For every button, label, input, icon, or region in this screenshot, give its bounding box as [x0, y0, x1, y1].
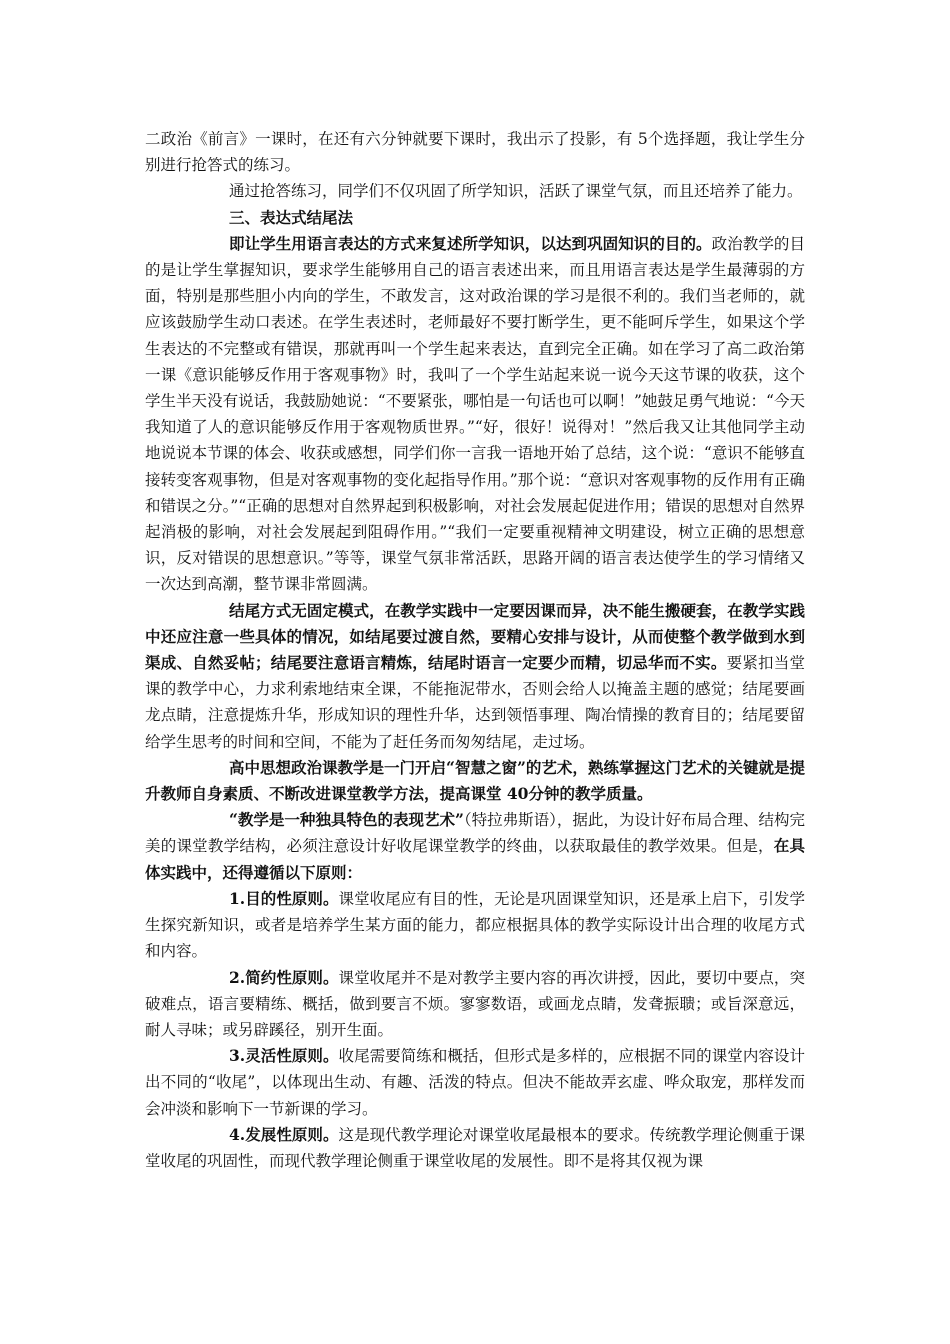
- principle-text: 这是现代教学理论对课堂收尾最根本的要求。传统教学理论侧重于课堂收尾的巩固性，而现代教学理论侧重于课堂收尾的发展性。即不是将其仅视为课: [145, 1125, 805, 1170]
- paragraph-text: 政治教学的目的是让学生掌握知识，要求学生能够用自己的语言表述出来，而且用语言表达是学生最薄弱的方面，特别是那些胆小内向的学生，不敢发言，这对政治课的学习是很不利的。我们当老师的，就应该鼓励学生动口表述。在学生表述时，老师最好不要打断学生，更不能呵斥学生，如果这个学生表达的不完整或有错误，那就再叫一个学生起来表达，直到完全正确。如在学习了高二政治第一课《意识能够反作用于客观事物》时，我叫了一个学生站起来说一说今天这节课的收获，这个学生半天没有说话，我鼓励她说：“不要紧张，哪怕是一句话也可以啊！”她鼓足勇气地说：“今天我知道了人的意识能够反作用于客观物质世界。”“好，很好！说得对！”然后我又让其他同学主动地说说本节课的体会、收获或感想，同学们你一言我一语地开始了总结，这个说：“意识不能够直接转变客观事物，但是对客观事物的变化起指导作用。”那个说：“意识对客观事物的反作用有正确和错误之分。”“正确的思想对自然界起到积极影响，对社会发展起促进作用；错误的思想对自然界起消极的影响，对社会发展起到阻碍作用。”“我们一定要重视精神文明建设，树立正确的思想意识，反对错误的思想意识。”等等，课堂气氛非常活跃，思路开阔的语言表达使学生的学习情绪又一次达到高潮，整节课非常圆满。: [145, 234, 805, 594]
- bold-tail: 在具体实践中，还得遵循以下原则：: [145, 836, 805, 882]
- paragraph-text: 要紧扣当堂课的教学中心，力求利索地结束全课，不能拖泥带水，否则会给人以掩盖主题的感觉；结尾要画龙点睛，注意提炼升华，形成知识的理性升华，达到领悟事理、陶冶情操的教育目的；结尾要留给学生思考的时间和空间，不能为了赶任务而匆匆结尾，走过场。: [145, 654, 805, 751]
- paragraph-text: 二政治《前言》一课时，在还有六分钟就要下课时，我出示了投影，有 5个选择题，我让学生分别进行抢答式的练习。: [145, 130, 805, 175]
- principle-text: 课堂收尾应有目的性，无论是巩固课堂知识，还是承上启下，引发学生探究新知识，或者是培养学生某方面的能力，都应根据具体的教学实际设计出合理的收尾方式和内容。: [145, 889, 805, 961]
- principle-text: 课堂收尾并不是对教学主要内容的再次讲授，因此，要切中要点，突破难点，语言要精练、概括，做到要言不烦。寥寥数语，或画龙点睛，发聋振聩；或旨深意远，耐人寻味；或另辟蹊径，别开生面。: [145, 968, 805, 1039]
- principle-title: 1.目的性原则。: [229, 888, 339, 908]
- principle-3: [145, 1043, 805, 1122]
- principle-2: [145, 965, 805, 1044]
- paragraph-1: [145, 126, 805, 178]
- principle-text: 收尾需要简练和概括，但形式是多样的，应根据不同的课堂内容设计出不同的“收尾”，以体现出生动、有趣、活泼的特点。但决不能故弄玄虚、哗众取宠，那样发而会冲淡和影响下一节新课的学习。: [145, 1047, 805, 1118]
- document-page: [145, 126, 805, 1174]
- paragraph-5: [145, 598, 805, 755]
- bold-lead: 结尾方式无固定模式，在教学实践中一定要因课而异，决不能生搬硬套，在教学实践中还应注意一些具体的情况，如结尾要过渡自然，要精心安排与设计，从而使整个教学做到水到渠成、自然妥帖；结尾要注意语言精炼，结尾时语言一定要少而精，切忌华而不实。: [145, 600, 805, 673]
- principle-1: [145, 886, 805, 965]
- paragraph-text: （特拉弗斯语），据此，为设计好布局合理、结构完美的课堂教学结构，必须注意设计好收尾课堂教学的终曲，以获取最佳的教学效果。但是，: [145, 811, 805, 856]
- principle-4: [145, 1122, 805, 1174]
- bold-quote: “教学是一种独具特色的表现艺术”: [229, 810, 464, 830]
- paragraph-7: [145, 807, 805, 886]
- principle-title: 3.灵活性原则。: [229, 1046, 339, 1066]
- paragraph-2: [145, 178, 805, 204]
- principle-title: 2.简约性原则。: [229, 967, 339, 987]
- paragraph-6: 高中思想政治课教学是一门开启“智慧之窗”的艺术，熟练掌握这门艺术的关键就是提升教师自身素质、不断改进课堂教学方法，提高课堂 40分钟的教学质量。: [145, 757, 805, 804]
- bold-lead: 即让学生用语言表达的方式来复述所学知识，以达到巩固知识的目的。: [229, 233, 712, 253]
- paragraph-4: [145, 231, 805, 598]
- paragraph-text: 通过抢答练习，同学们不仅巩固了所学知识，活跃了课堂气氛，而且还培养了能力。: [229, 182, 803, 201]
- section-heading: 三、表达式结尾法: [229, 207, 354, 227]
- principle-title: 4.发展性原则。: [229, 1124, 339, 1144]
